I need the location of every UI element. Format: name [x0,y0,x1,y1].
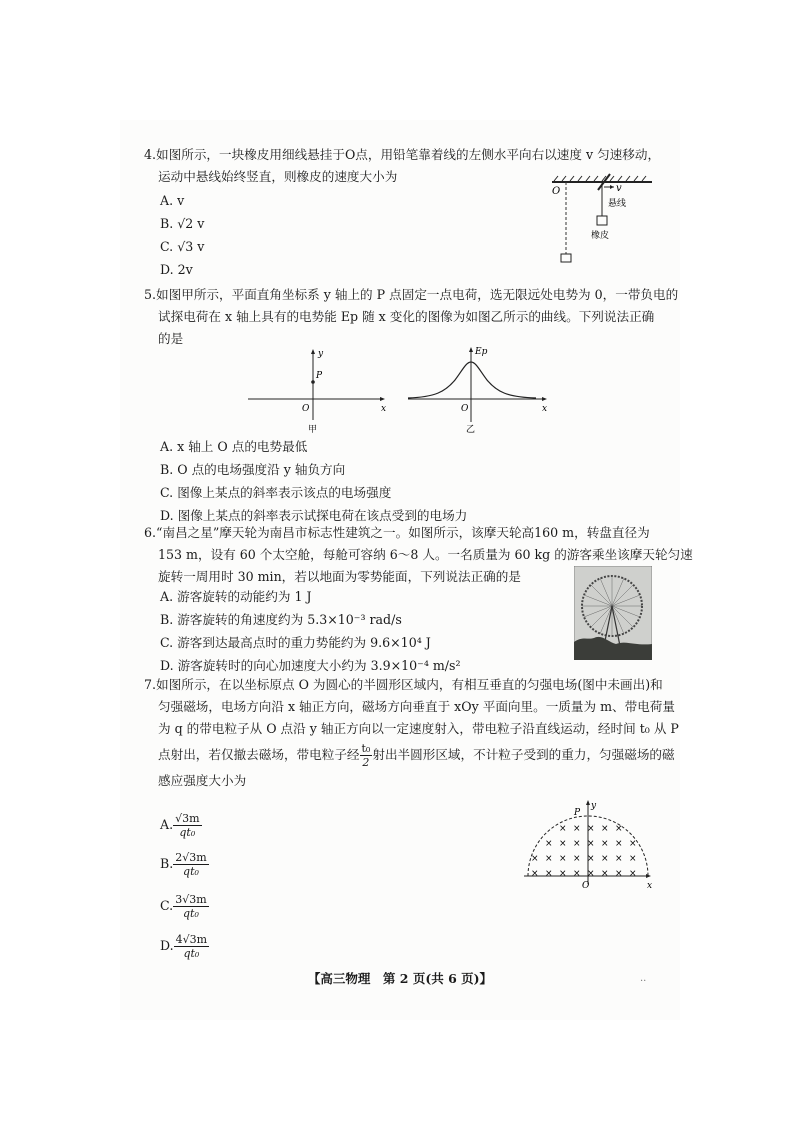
velocity-arrowhead [610,185,614,189]
field-cross: × [545,854,553,864]
initial-eraser [561,254,571,262]
field-cross: × [615,839,623,849]
q7-line2: 匀强磁场，电场方向沿 x 轴正方向，磁场方向垂直于 xOy 平面向里。一质量为 m、带电荷量 [158,699,675,714]
field-cross: × [601,869,609,879]
eraser [597,216,607,225]
ceiling-hatch [554,176,646,181]
q4-figure [540,170,660,270]
field-cross: × [615,824,623,834]
field-cross: × [559,869,567,879]
field-cross: × [601,854,609,864]
q5-option-b: B. O 点的电场强度沿 y 轴负方向 [160,462,346,477]
q5-figures [240,344,560,436]
q7-option-d: D. $\frac{4√3m}{\text{qt₀}}$ [160,933,208,960]
q7-figure [520,798,660,892]
field-cross: × [573,839,581,849]
field-cross: × [587,824,595,834]
field-cross: × [601,839,609,849]
field-cross: × [573,869,581,879]
field-cross: × [629,854,637,864]
ferris-wheel-photo [574,566,652,660]
eraser-label: 橡皮 [591,231,610,241]
field-cross: × [587,839,595,849]
jia-caption: 甲 [308,425,318,435]
q7-line3: 为 q 的带电粒子从 O 点沿 y 轴正方向以一定速度射入，带电粒子沿直线运动，经时间 t₀ 从 P [158,721,679,736]
jia-p-label: P [316,371,323,381]
q6-option-c: C. 游客到达最高点时的重力势能约为 9.6×10⁴ J [160,635,431,650]
y-label: y [591,801,597,811]
q5-line3: 的是 [158,331,184,346]
field-cross: × [559,824,567,834]
q7-line1: 7.如图所示，在以坐标原点 O 为圆心的半圆形区域内，有相互垂直的匀强电场(图中未画出)和 [144,677,663,692]
q5-option-a: A. x 轴上 O 点的电势最低 [160,439,308,454]
field-cross: × [629,869,637,879]
yi-ep-label: Ep [475,347,488,357]
field-cross: × [559,839,567,849]
q5-line2: 试探电荷在 x 轴上具有的电势能 Ep 随 x 变化的图像为如图乙所示的曲线。下列说法正确 [158,309,655,324]
q5-line1: 5.如图甲所示，平面直角坐标系 y 轴上的 P 点固定一点电荷，选无限远处电势为 0，一带负电的 [144,287,679,302]
field-cross: × [545,869,553,879]
field-cross: × [573,824,581,834]
thread-label: 悬线 [608,199,627,209]
field-cross: × [587,869,595,879]
x-label: x [647,881,653,891]
question-5 [144,284,679,350]
q4-line1: 4.如图所示，一块橡皮用细线悬挂于O点，用铅笔靠着线的左侧水平向右以速度 v 匀速移动， [144,147,661,162]
q7-line5: 感应强度大小为 [158,773,247,788]
q6-option-d: D. 游客旋转时的向心加速度大小约为 3.9×10⁻⁴ m/s² [160,658,461,673]
q4-option-b: B. √2 v [160,216,205,231]
q7-line4: 点射出，若仅撤去磁场，带电粒子经 $\frac{\text{t₀}}{2}$ 射出半圆形区域，不计粒子受到的重力，匀强磁场的磁 [158,742,675,769]
q6-line3: 旋转一周用时 30 min，若以地面为零势能面，下列说法正确的是 [158,569,521,584]
field-cross: × [545,839,553,849]
q5-option-c: C. 图像上某点的斜率表示该点的电场强度 [160,485,392,500]
q4-option-a: A. v [160,193,185,208]
question-7 [144,674,679,792]
figure-jia [248,349,386,435]
field-cross: × [601,824,609,834]
field-cross: × [559,854,567,864]
q6-line1: 6.“南昌之星”摩天轮为南昌市标志性建筑之一。如图所示，该摩天轮高160 m，转盘直径为 [144,525,650,540]
figure-yi [408,347,547,435]
field-cross: × [615,854,623,864]
yi-x-label: x [542,404,548,414]
q6-option-b: B. 游客旋转的角速度约为 5.3×10⁻³ rad/s [160,612,402,627]
point-p-label: P [574,808,581,818]
jia-x-label: x [381,404,387,414]
q6-line2: 153 m，设有 60 个太空舱，每舱可容纳 6～8 人。一名质量为 60 kg 的游客乘坐该摩天轮匀速 [158,547,693,562]
q4-option-c: C. √3 v [160,239,205,254]
yi-caption: 乙 [466,425,476,435]
jia-o-label: O [302,404,310,414]
q4-line2: 运动中悬线始终竖直，则橡皮的速度大小为 [158,169,398,184]
field-cross: × [573,854,581,864]
field-cross: × [531,869,539,879]
q4-option-d: D. 2v [160,262,193,277]
footer-dots: .. [640,973,647,984]
velocity-label: v [616,183,622,194]
q6-option-a: A. 游客旋转的动能约为 1 J [160,589,312,604]
point-charge-p [311,380,315,384]
q5-option-d: D. 图像上某点的斜率表示试探电荷在该点受到的电场力 [160,508,468,523]
field-cross: × [587,854,595,864]
q7-option-b: B. $\frac{2√3m}{\text{qt₀}}$ [160,851,207,878]
time-fraction: $\frac{\text{t₀}}{2}$ [361,742,371,769]
page-footer: 【高三物理 第 2 页(共 6 页)】 [307,971,493,986]
q7-option-c: C. $\frac{3√3m}{\text{qt₀}}$ [160,893,207,920]
jia-y-label: y [318,349,324,359]
yi-o-label: O [461,404,469,414]
field-cross: × [629,839,637,849]
point-o-label: O [552,186,561,197]
ep-curve [408,362,536,398]
origin-label: O [582,881,590,891]
field-cross: × [531,854,539,864]
field-cross: × [615,869,623,879]
q7-option-a: A. $\frac{√3m}{\text{qt₀}}$ [160,812,200,839]
